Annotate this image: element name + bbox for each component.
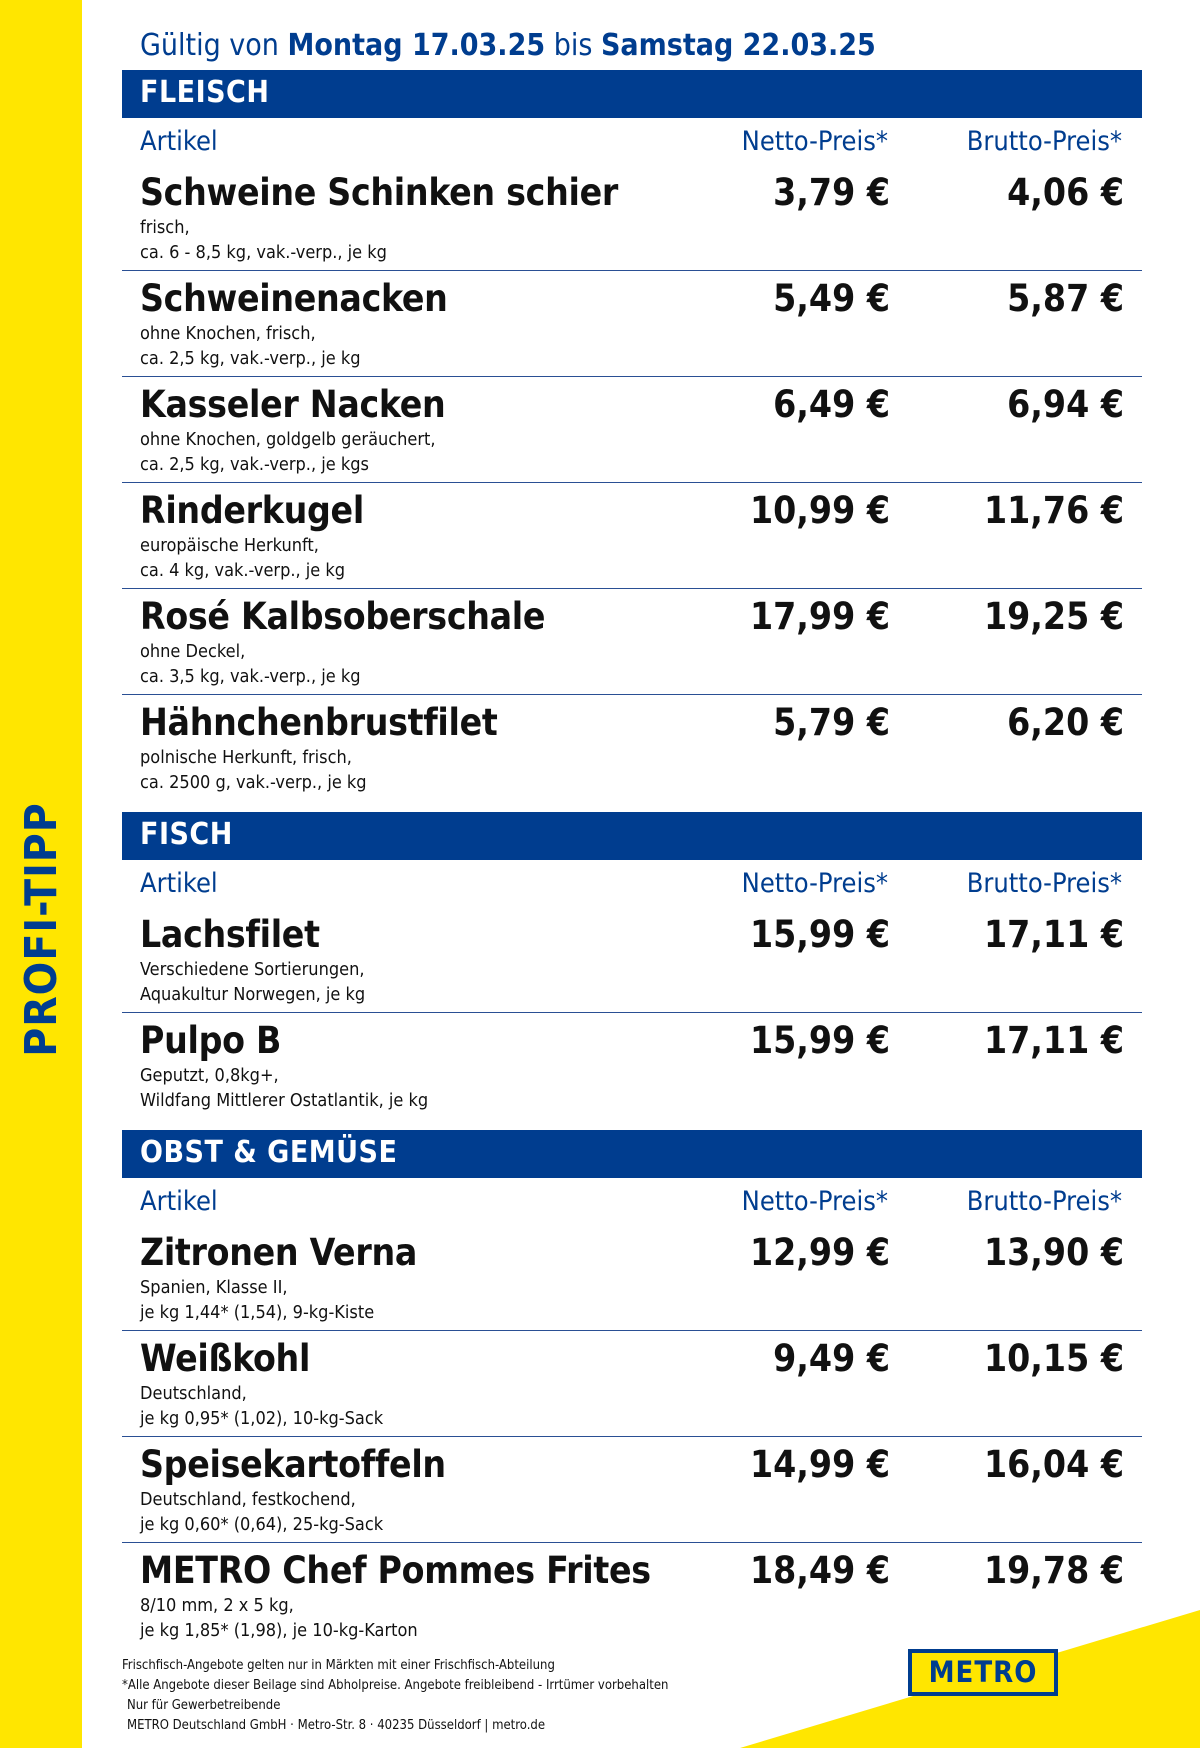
product-name: Schweinenacken xyxy=(140,277,448,320)
gross-price: 11,76 € xyxy=(983,489,1124,532)
product-name: Kasseler Nacken xyxy=(140,383,446,426)
product-name: Pulpo B xyxy=(140,1019,282,1062)
gross-price: 6,94 € xyxy=(1007,383,1124,426)
net-price: 17,99 € xyxy=(749,595,890,638)
product-row xyxy=(122,165,1142,271)
product-description: ohne Knochen, frisch, xyxy=(140,323,316,344)
product-description: ca. 2500 g, vak.-verp., je kg xyxy=(140,772,367,793)
product-row xyxy=(122,1013,1142,1119)
product-row xyxy=(122,377,1142,483)
product-name: Rinderkugel xyxy=(140,489,364,532)
gross-price: 13,90 € xyxy=(983,1231,1124,1274)
product-description: je kg 1,44* (1,54), 9-kg-Kiste xyxy=(140,1302,375,1323)
gross-price: 16,04 € xyxy=(983,1443,1124,1486)
column-gross-price: Brutto-Preis* xyxy=(966,868,1122,899)
column-gross-price: Brutto-Preis* xyxy=(966,1186,1122,1217)
product-name: METRO Chef Pommes Frites xyxy=(140,1549,651,1592)
net-price: 14,99 € xyxy=(749,1443,890,1486)
product-row xyxy=(122,271,1142,377)
product-row xyxy=(122,483,1142,589)
product-description: ohne Knochen, goldgelb geräuchert, xyxy=(140,429,436,450)
product-row xyxy=(122,1225,1142,1331)
gross-price: 4,06 € xyxy=(1007,171,1124,214)
column-article: Artikel xyxy=(140,868,218,899)
gross-price: 10,15 € xyxy=(983,1337,1124,1380)
profi-tipp-label: PROFI-TIPP xyxy=(15,801,67,1057)
gross-price: 17,11 € xyxy=(983,1019,1124,1062)
product-description: ohne Deckel, xyxy=(140,641,246,662)
product-description: 8/10 mm, 2 x 5 kg, xyxy=(140,1595,294,1616)
product-name: Zitronen Verna xyxy=(140,1231,418,1274)
product-description: frisch, xyxy=(140,217,190,238)
net-price: 3,79 € xyxy=(773,171,890,214)
gross-price: 19,78 € xyxy=(983,1549,1124,1592)
gross-price: 5,87 € xyxy=(1007,277,1124,320)
product-description: ca. 2,5 kg, vak.-verp., je kgs xyxy=(140,454,369,475)
metro-logo xyxy=(908,1649,1058,1696)
column-header-row xyxy=(140,1186,1122,1222)
product-name: Weißkohl xyxy=(140,1337,311,1380)
footnotes xyxy=(122,1656,668,1736)
product-row xyxy=(122,1543,1142,1649)
product-row xyxy=(122,907,1142,1013)
net-price: 12,99 € xyxy=(749,1231,890,1274)
product-description: Aquakultur Norwegen, je kg xyxy=(140,984,366,1005)
product-row xyxy=(122,1331,1142,1437)
footnote-prices: *Alle Angebote dieser Beilage sind Abholpreise. Angebote freibleibend - Irrtümer vorbehalten xyxy=(122,1678,669,1693)
net-price: 10,99 € xyxy=(749,489,890,532)
product-description: Deutschland, festkochend, xyxy=(140,1489,356,1510)
product-name: Hähnchenbrustfilet xyxy=(140,701,498,744)
column-net-price: Netto-Preis* xyxy=(741,868,888,899)
net-price: 18,49 € xyxy=(749,1549,890,1592)
product-description: ca. 6 - 8,5 kg, vak.-verp., je kg xyxy=(140,242,387,263)
metro-logo-text: METRO xyxy=(912,1653,1054,1692)
net-price: 9,49 € xyxy=(773,1337,890,1380)
product-description: europäische Herkunft, xyxy=(140,535,319,556)
product-description: Spanien, Klasse II, xyxy=(140,1277,288,1298)
product-description: ca. 4 kg, vak.-verp., je kg xyxy=(140,560,346,581)
gross-price: 19,25 € xyxy=(983,595,1124,638)
column-net-price: Netto-Preis* xyxy=(741,126,888,157)
product-name: Rosé Kalbsoberschale xyxy=(140,595,546,638)
column-header-row xyxy=(140,126,1122,162)
product-name: Lachsfilet xyxy=(140,913,320,956)
validity-start: Montag 17.03.25 xyxy=(287,28,546,63)
net-price: 15,99 € xyxy=(749,1019,890,1062)
product-row xyxy=(122,695,1142,801)
validity-period xyxy=(140,28,876,63)
footnote-company-address: METRO Deutschland GmbH · Metro-Str. 8 · 40235 Düsseldorf | metro.de xyxy=(127,1718,546,1733)
product-description: Verschiedene Sortierungen, xyxy=(140,959,365,980)
product-description: je kg 1,85* (1,98), je 10-kg-Karton xyxy=(140,1620,418,1641)
column-header-row xyxy=(140,868,1122,904)
product-description: ca. 3,5 kg, vak.-verp., je kg xyxy=(140,666,361,687)
column-article: Artikel xyxy=(140,126,218,157)
column-gross-price: Brutto-Preis* xyxy=(966,126,1122,157)
product-name: Schweine Schinken schier xyxy=(140,171,618,214)
product-description: polnische Herkunft, frisch, xyxy=(140,747,352,768)
column-article: Artikel xyxy=(140,1186,218,1217)
footnote-trade-only: Nur für Gewerbetreibende xyxy=(127,1698,281,1713)
net-price: 15,99 € xyxy=(749,913,890,956)
product-description: je kg 0,95* (1,02), 10-kg-Sack xyxy=(140,1408,384,1429)
validity-prefix: Gültig von xyxy=(140,28,279,63)
product-description: Geputzt, 0,8kg+, xyxy=(140,1065,279,1086)
product-description: je kg 0,60* (0,64), 25-kg-Sack xyxy=(140,1514,384,1535)
gross-price: 6,20 € xyxy=(1007,701,1124,744)
gross-price: 17,11 € xyxy=(983,913,1124,956)
validity-end: Samstag 22.03.25 xyxy=(600,28,876,63)
column-net-price: Netto-Preis* xyxy=(741,1186,888,1217)
section-header-obst-gemuese: OBST & GEMÜSE xyxy=(122,1130,1142,1178)
product-description: Deutschland, xyxy=(140,1383,247,1404)
product-description: ca. 2,5 kg, vak.-verp., je kg xyxy=(140,348,361,369)
net-price: 6,49 € xyxy=(773,383,890,426)
footnote-fish: Frischfisch-Angebote gelten nur in Märkten mit einer Frischfisch-Abteilung xyxy=(122,1658,555,1673)
validity-middle: bis xyxy=(553,28,593,63)
product-row xyxy=(122,589,1142,695)
product-name: Speisekartoffeln xyxy=(140,1443,446,1486)
net-price: 5,79 € xyxy=(773,701,890,744)
product-row xyxy=(122,1437,1142,1543)
net-price: 5,49 € xyxy=(773,277,890,320)
section-header-fisch: FISCH xyxy=(122,812,1142,860)
section-header-fleisch: FLEISCH xyxy=(122,70,1142,118)
product-description: Wildfang Mittlerer Ostatlantik, je kg xyxy=(140,1090,429,1111)
